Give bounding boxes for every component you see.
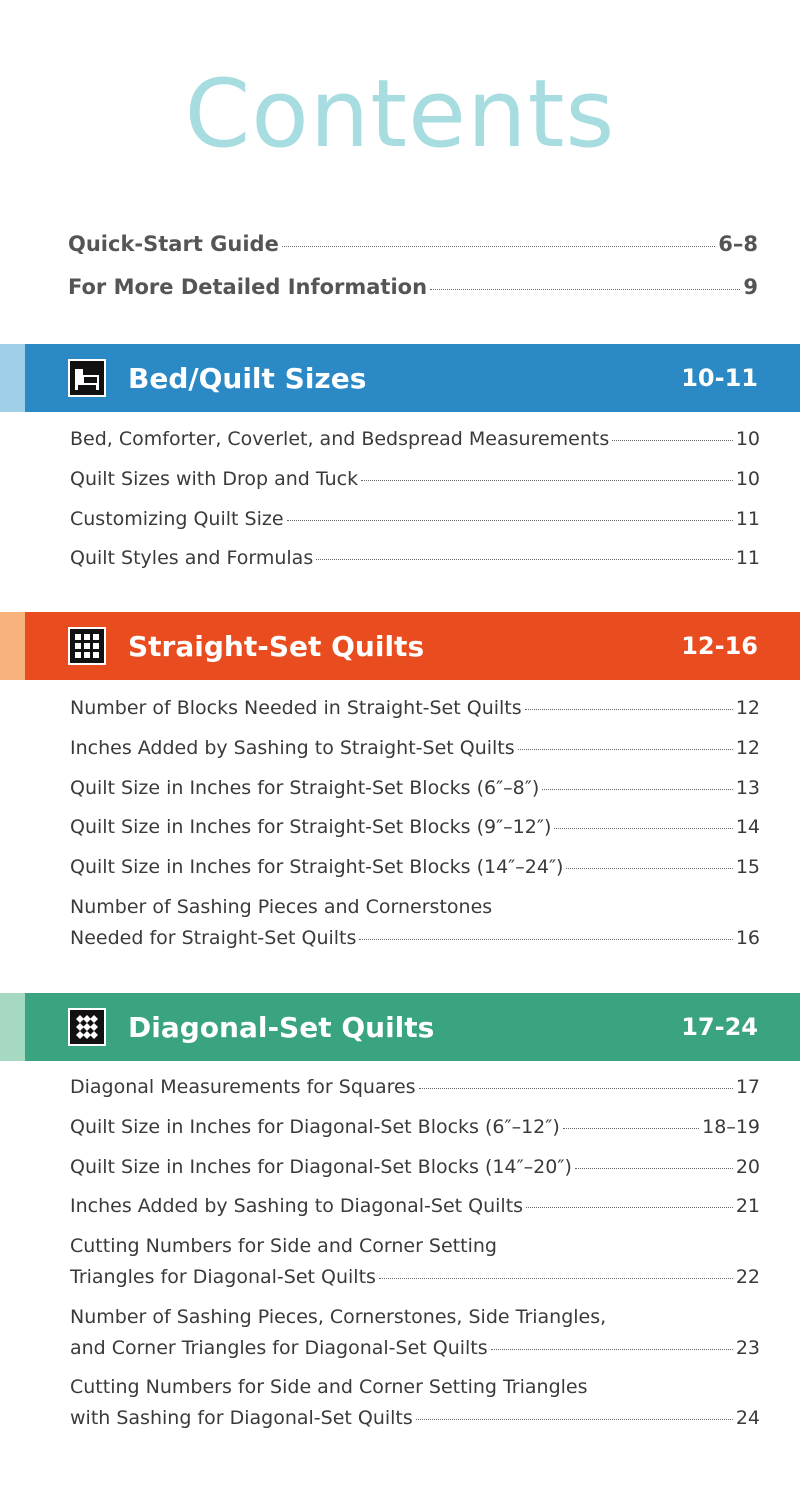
dot-leader <box>612 440 733 441</box>
entry-page: 21 <box>735 1195 760 1218</box>
band-edge <box>0 344 25 412</box>
toc-entry[interactable] <box>70 508 760 531</box>
dot-leader <box>419 1088 733 1089</box>
entry-row <box>70 547 760 570</box>
section-page-range: 12-16 <box>681 632 758 660</box>
entry-label: Number of Blocks Needed in Straight-Set Quilts <box>70 697 522 719</box>
dot-leader <box>282 246 715 247</box>
entry-row <box>70 856 760 879</box>
entry-label: and Corner Triangles for Diagonal-Set Quilts <box>70 1336 488 1359</box>
page-title: Contents <box>184 60 616 169</box>
toc-entry[interactable] <box>70 697 760 720</box>
entry-page: 20 <box>735 1155 760 1178</box>
toc-entry[interactable] <box>70 1306 760 1360</box>
entry-label: Diagonal Measurements for Squares <box>70 1076 416 1098</box>
entry-label: Quilt Size in Inches for Straight-Set Blocks (14″–24″) <box>70 856 564 879</box>
entry-row <box>70 1076 760 1099</box>
band-edge <box>0 612 25 680</box>
entry-page: 24 <box>735 1407 760 1430</box>
toc-entry[interactable] <box>70 1156 760 1179</box>
entry-label: Inches Added by Sashing to Straight-Set Quilts <box>70 736 515 759</box>
toc-entry-quick-start[interactable] <box>68 232 758 257</box>
entry-page: 23 <box>735 1336 760 1359</box>
section-header-bed-quilt-sizes[interactable] <box>0 344 800 412</box>
section-list-straight-set <box>70 697 760 967</box>
dot-leader <box>526 1207 733 1208</box>
section-header-diagonal-set[interactable] <box>0 993 800 1061</box>
entry-row <box>70 1266 760 1289</box>
entry-row <box>70 468 760 491</box>
entry-row <box>70 777 760 800</box>
entry-label: Triangles for Diagonal-Set Quilts <box>70 1265 376 1288</box>
dot-leader <box>491 1349 733 1350</box>
entry-row <box>70 1156 760 1179</box>
entry-row <box>70 697 760 720</box>
toc-entry[interactable] <box>70 468 760 491</box>
entry-label: For More Detailed Information <box>68 275 428 300</box>
entry-row <box>70 816 760 839</box>
entry-label: with Sashing for Diagonal-Set Quilts <box>70 1407 413 1430</box>
entry-label: Quilt Size in Inches for Straight-Set Blocks (6″–8″) <box>70 776 540 799</box>
dot-leader <box>430 289 740 290</box>
dot-leader <box>379 1278 733 1279</box>
section-list-bed-quilt-sizes <box>70 428 760 587</box>
dot-leader <box>563 1128 699 1129</box>
dot-leader <box>361 480 733 481</box>
toc-entry[interactable] <box>70 816 760 839</box>
entry-row <box>70 1195 760 1218</box>
entry-page: 13 <box>735 776 760 799</box>
section-page-range: 17-24 <box>681 1013 758 1041</box>
entry-page: 15 <box>735 856 760 879</box>
toc-entry[interactable] <box>70 737 760 760</box>
entry-label: Inches Added by Sashing to Diagonal-Set Quilts <box>70 1195 524 1218</box>
dot-leader <box>287 520 733 521</box>
dot-leader <box>416 1419 733 1420</box>
entry-row <box>70 927 760 950</box>
entry-label-line: Number of Sashing Pieces and Cornerstones <box>70 895 493 918</box>
entry-row <box>70 737 760 760</box>
entry-label: Bed, Comforter, Coverlet, and Bedspread Measurements <box>70 428 610 450</box>
entry-page: 12 <box>735 736 760 759</box>
entry-row <box>70 1116 760 1139</box>
grid-icon <box>68 627 106 665</box>
dot-leader <box>518 749 733 750</box>
entry-page: 9 <box>743 275 758 300</box>
entry-page: 10 <box>735 467 760 490</box>
toc-entry[interactable] <box>70 1195 760 1218</box>
toc-entry[interactable] <box>70 547 760 570</box>
toc-entry[interactable] <box>70 428 760 451</box>
entry-page: 12 <box>735 697 760 719</box>
entry-label-line: Cutting Numbers for Side and Corner Setting Triangles <box>70 1376 588 1399</box>
entry-label: Quilt Size in Inches for Diagonal-Set Blocks (14″–20″) <box>70 1155 572 1178</box>
dot-leader <box>525 709 733 710</box>
dot-leader <box>542 789 733 790</box>
toc-entry[interactable] <box>70 1116 760 1139</box>
entry-label-line: Number of Sashing Pieces, Cornerstones, Side Triangles, <box>70 1305 607 1328</box>
entry-page: 11 <box>735 547 760 570</box>
entry-page: 16 <box>735 926 760 949</box>
dot-leader <box>554 828 732 829</box>
entry-row <box>70 428 760 451</box>
entry-label: Quilt Size in Inches for Straight-Set Blocks (9″–12″) <box>70 816 552 839</box>
entry-label: Quilt Styles and Formulas <box>70 547 314 570</box>
toc-entry[interactable] <box>70 1376 760 1430</box>
entry-row <box>70 1407 760 1430</box>
entry-label: Quick-Start Guide <box>68 232 279 256</box>
section-page-range: 10-11 <box>681 364 758 392</box>
section-header-straight-set[interactable] <box>0 612 800 680</box>
intro-list <box>68 232 758 300</box>
toc-entry[interactable] <box>70 856 760 879</box>
entry-page: 22 <box>735 1265 760 1288</box>
toc-entry-detailed-info[interactable] <box>68 275 758 300</box>
band-edge <box>0 993 25 1061</box>
bed-icon <box>68 359 106 397</box>
entry-page: 10 <box>735 428 760 450</box>
dot-leader <box>359 939 732 940</box>
dot-leader <box>575 1168 733 1169</box>
entry-label: Needed for Straight-Set Quilts <box>70 926 357 949</box>
section-title: Bed/Quilt Sizes <box>128 361 367 395</box>
section-title: Diagonal-Set Quilts <box>128 1010 435 1044</box>
diamond-grid-icon <box>68 1008 106 1046</box>
section-list-diagonal-set <box>70 1076 760 1447</box>
entry-page: 6–8 <box>718 232 758 256</box>
toc-entry[interactable] <box>70 777 760 800</box>
entry-label: Quilt Size in Inches for Diagonal-Set Blocks (6″–12″) <box>70 1115 560 1138</box>
entry-page: 11 <box>735 507 760 530</box>
entry-row <box>70 1337 760 1360</box>
toc-entry[interactable] <box>70 1235 760 1289</box>
entry-label: Quilt Sizes with Drop and Tuck <box>70 467 359 490</box>
toc-entry[interactable] <box>70 1076 760 1099</box>
entry-label-line: Cutting Numbers for Side and Corner Setting <box>70 1235 497 1258</box>
dot-leader <box>316 559 733 560</box>
entry-page: 17 <box>735 1076 760 1098</box>
entry-page: 14 <box>735 816 760 839</box>
dot-leader <box>566 868 732 869</box>
section-title: Straight-Set Quilts <box>128 629 425 663</box>
entry-label: Customizing Quilt Size <box>70 507 284 530</box>
entry-page: 18–19 <box>702 1115 760 1138</box>
entry-row <box>70 508 760 531</box>
toc-entry[interactable] <box>70 896 760 950</box>
